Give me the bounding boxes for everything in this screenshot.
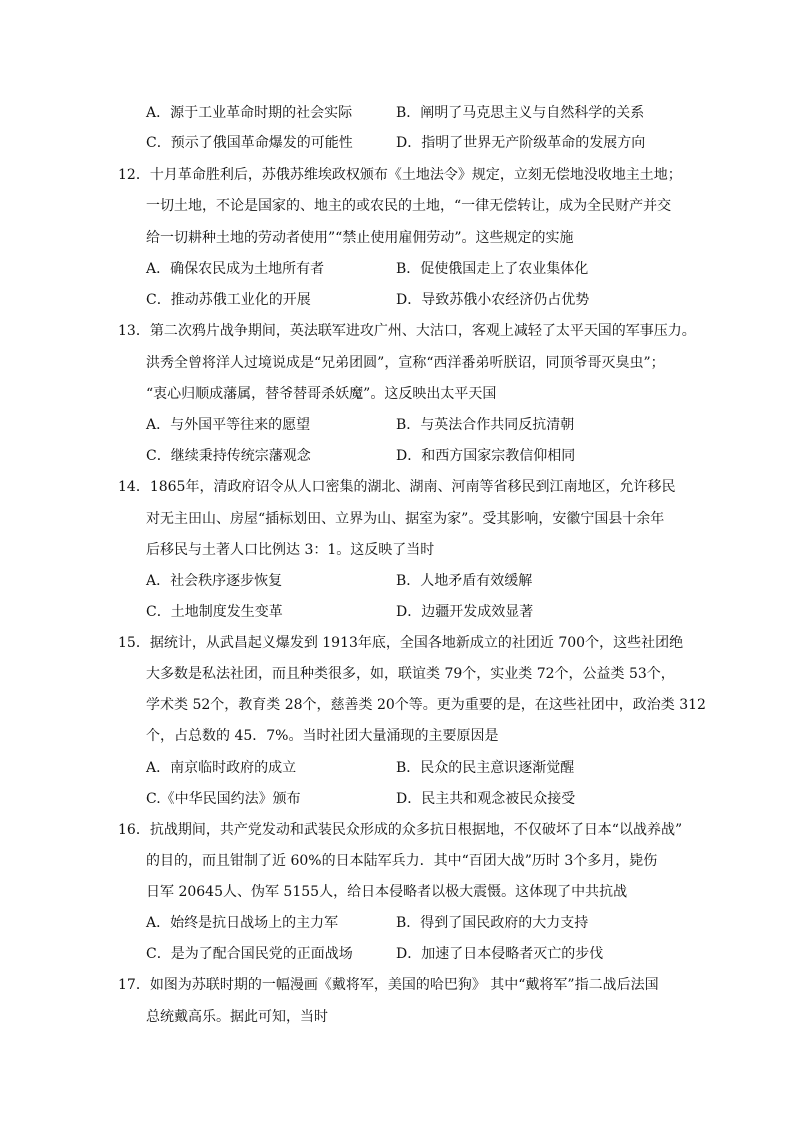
q13-stem-line-2: 洪秀全曾将洋人过境说成是“兄弟团圆”，宣称“西洋番弟听朕诏，同顶爷哥灭臭虫”； <box>146 355 665 371</box>
q17-stem-line-1: 17．如图为苏联时期的一幅漫画《戴将军，美国的哈巴狗》 其中“戴将军”指二战后法国 <box>118 977 659 993</box>
q15-stem-line-1: 15．据统计，从武昌起义爆发到 1913年底，全国各地新成立的社团近 700个，这些社团绝 <box>118 635 684 651</box>
q16-option-d: D．加速了日本侵略者灭亡的步伐 <box>396 946 604 962</box>
q11-option-b: B．阐明了马克思主义与自然科学的关系 <box>396 105 645 121</box>
q13-option-b: B．与英法合作共同反抗清朝 <box>396 417 575 433</box>
q15-option-a: A．南京临时政府的成立 <box>146 760 297 776</box>
q15-stem-line-3: 学术类 52个，教育类 28个，慈善类 20个等。更为重要的是，在这些社团中，政治类 312 <box>146 697 706 713</box>
q13-stem-line-1: 13．第二次鸦片战争期间，英法联军进攻广州、大沽口，客观上减轻了太平天国的军事压力。 <box>118 323 696 339</box>
q11-option-a: A．源于工业革命时期的社会实际 <box>146 105 353 121</box>
q16-option-b: B．得到了国民政府的大力支持 <box>396 915 589 931</box>
q14-stem-line-1: 14．1865年，清政府诏令从人口密集的湖北、湖南、河南等省移民到江南地区，允许移民 <box>118 479 676 495</box>
q12-stem-line-3: 给一切耕种土地的劳动者使用”“禁止使用雇佣劳动”。这些规定的实施 <box>146 230 574 246</box>
q12-stem-line-1: 12．十月革命胜利后，苏俄苏维埃政权颁布《土地法令》规定，立刻无偿地没收地主土地； <box>118 167 682 183</box>
q14-stem-line-2: 对无主田山、房屋“插标划田、立界为山、据室为家”。受其影响，安徽宁国县十余年 <box>146 511 665 527</box>
q13-option-c: C．继续秉持传统宗藩观念 <box>146 448 311 464</box>
q14-option-c: C．土地制度发生变革 <box>146 604 283 620</box>
q16-stem-line-1: 16．抗战期间，共产党发动和武装民众形成的众多抗日根据地，不仅破坏了日本“以战养战” <box>118 822 683 838</box>
q11-option-c: C．预示了俄国革命爆发的可能性 <box>146 135 353 151</box>
q17-stem-line-2: 总统戴高乐。据此可知，当时 <box>146 1009 328 1025</box>
q13-option-d: D．和西方国家宗教信仰相同 <box>396 448 576 464</box>
q16-stem-line-2: 的目的，而且钳制了近 60%的日本陆军兵力．其中“百团大战”历时 3个多月，毙伤 <box>146 853 658 869</box>
q15-option-b: B．民众的民主意识逐渐觉醒 <box>396 760 575 776</box>
q14-stem-line-3: 后移民与土著人口比例达 3：1。这反映了当时 <box>146 542 435 558</box>
q16-stem-line-3: 日军 20645人、伪军 5155人，给日本侵略者以极大震慑。这体现了中共抗战 <box>146 884 628 900</box>
q14-option-d: D．边疆开发成效显著 <box>396 604 534 620</box>
q11-option-d: D．指明了世界无产阶级革命的发展方向 <box>396 135 646 151</box>
q16-option-c: C．是为了配合国民党的正面战场 <box>146 946 353 962</box>
q12-option-b: B．促使俄国走上了农业集体化 <box>396 261 589 277</box>
q15-stem-line-4: 个，占总数的 45．7%。当时社团大量涌现的主要原因是 <box>146 728 499 744</box>
q15-stem-line-2: 大多数是私法社团，而且种类很多，如，联谊类 79个，实业类 72个，公益类 53个， <box>146 666 675 682</box>
q13-option-a: A．与外国平等往来的愿望 <box>146 417 311 433</box>
q13-stem-line-3: “衷心归顺成藩属，替爷替哥杀妖魔”。这反映出太平天国 <box>146 386 497 402</box>
q14-option-a: A．社会秩序逐步恢复 <box>146 573 283 589</box>
q12-option-c: C．推动苏俄工业化的开展 <box>146 292 311 308</box>
q14-option-b: B．人地矛盾有效缓解 <box>396 573 533 589</box>
q16-option-a: A．始终是抗日战场上的主力军 <box>146 915 339 931</box>
q12-option-a: A．确保农民成为土地所有者 <box>146 261 325 277</box>
q15-option-d: D．民主共和观念被民众接受 <box>396 791 576 807</box>
q12-stem-line-2: 一切土地，不论是国家的、地主的或农民的土地，“一律无偿转让，成为全民财产并交 <box>146 198 672 214</box>
q12-option-d: D．导致苏俄小农经济仍占优势 <box>396 292 590 308</box>
q15-option-c: C.《中华民国约法》颁布 <box>146 791 301 807</box>
